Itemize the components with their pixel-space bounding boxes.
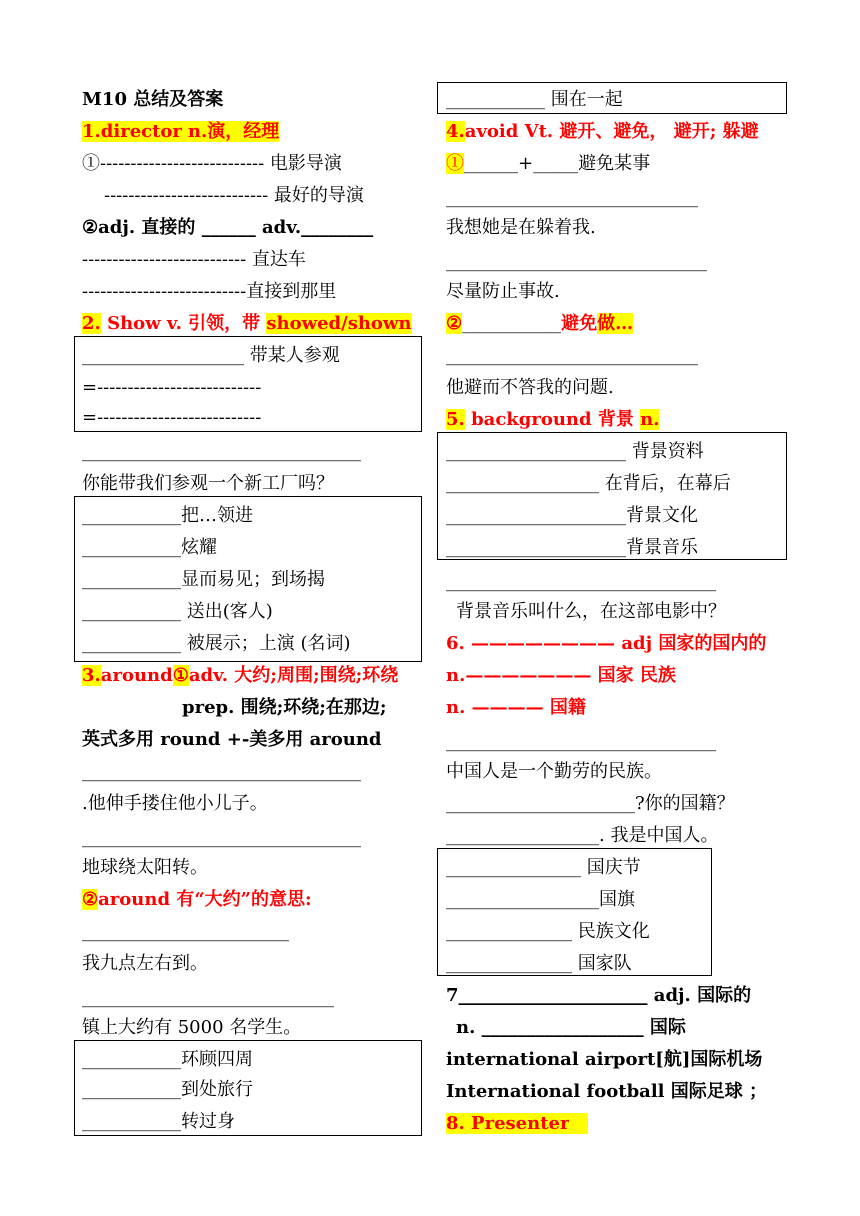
s2-question: 你能带我们参观一个新工厂吗？ — [82, 473, 334, 494]
section4-num: 4. — [446, 121, 465, 142]
s2-phrase: ___________把…领进 — [82, 505, 253, 526]
section3-def: 大约;周围;围绕;环绕 — [228, 665, 399, 686]
section3-circle: ① — [172, 665, 189, 686]
s3-prep: prep. 围绕;环绕;在那边; — [182, 697, 387, 718]
s3-sent1: .他伸手搂住他小儿子。 — [82, 793, 268, 814]
s6-phrase: _________________国旗 — [446, 889, 635, 910]
section8-word: 8. Presenter — [446, 1113, 570, 1134]
s2-phrase: ___________ 送出(客人) — [82, 601, 273, 622]
section5-num: 5. — [446, 409, 465, 430]
s2-box-line3: =--------------------------- — [82, 407, 262, 428]
s4-sub2 — [446, 312, 633, 336]
page-title: M10 总结及答案 — [82, 89, 224, 110]
section1-heading — [82, 120, 279, 144]
s1-line3: ②adj. 直接的 ______ adv.________ — [82, 217, 374, 238]
s4-sub1-circle: ① — [446, 153, 464, 174]
s5-phrase: ____________________ 背景资料 — [446, 441, 704, 462]
section3-heading — [82, 664, 398, 688]
section8-heading — [446, 1112, 588, 1136]
section3-adv: adv. — [188, 665, 229, 686]
s4-sub1-text: ______+_____避免某事 — [464, 153, 651, 174]
s7-line1: 7_____________________ adj. 国际的 — [446, 985, 752, 1006]
s7-line2: n. __________________ 国际 — [456, 1017, 686, 1038]
s3-blank3: _______________________ — [82, 921, 289, 942]
section5-heading — [446, 408, 659, 432]
s6-phrase: ______________ 民族文化 — [446, 921, 650, 942]
s6-line3: n. ———— 国籍 — [446, 697, 586, 718]
s6-blank3: _________________. 我是中国人。 — [446, 825, 719, 846]
s3-sent3: 我九点左右到。 — [82, 953, 208, 974]
s4-sub2-text: 避免 — [561, 313, 598, 334]
section3-word: around — [100, 665, 173, 686]
s4-sent1: 我想她是在躲着我. — [446, 217, 596, 238]
section5-word: background 背景 — [464, 409, 641, 430]
s3-phrase: ___________转过身 — [82, 1111, 235, 1132]
top-box-text: ___________ 围在一起 — [446, 89, 623, 110]
s5-phrase: ____________________背景音乐 — [446, 537, 698, 558]
s3-sub-heading — [82, 888, 312, 912]
s3-phrase: ___________到处旅行 — [82, 1079, 253, 1100]
section4-heading — [446, 120, 759, 144]
s3-note: 英式多用 round +-美多用 around — [82, 729, 382, 750]
s1-line2: --------------------------- 最好的导演 — [104, 185, 364, 206]
s7-line3: international airport[航]国际机场 — [446, 1049, 763, 1070]
s6-blank2: _____________________?你的国籍？ — [446, 793, 735, 814]
s6-sent1: 中国人是一个勤劳的民族。 — [446, 761, 662, 782]
section8-tail — [569, 1113, 588, 1134]
s7-line4: International football 国际足球 ； — [446, 1081, 768, 1102]
section2-forms: showed/shown — [266, 313, 412, 334]
section1-word: 1.director — [82, 121, 182, 142]
s4-sub2-tail: 做… — [597, 313, 634, 334]
s1-line5: ---------------------------直接到那里 — [82, 281, 337, 302]
s2-blank: _______________________________ — [82, 441, 361, 462]
s3-sent2: 地球绕太阳转。 — [82, 857, 208, 878]
s2-phrase: ___________显而易见；到场揭 — [82, 569, 325, 590]
section1-def: n.演，经理 — [182, 121, 279, 142]
s6-line2: n.——————— 国家 民族 — [446, 665, 676, 686]
section2-heading — [82, 312, 412, 336]
section2-num: 2. — [82, 313, 101, 334]
s4-sent2: 尽量防止事故. — [446, 281, 560, 302]
s2-phrase: ___________炫耀 — [82, 537, 217, 558]
section4-word: avoid Vt. 避开、避免， 避开; 躲避 — [464, 121, 759, 142]
s3-sub-circle: ② — [82, 889, 99, 910]
s3-blank4: ____________________________ — [82, 987, 334, 1008]
s3-blank2: _______________________________ — [82, 827, 361, 848]
s5-phrase: _________________ 在背后，在幕后 — [446, 473, 731, 494]
s4-blank1: ____________________________ — [446, 187, 698, 208]
s6-line1: 6. ———————— adj 国家的国内的 — [446, 633, 767, 654]
s6-phrase: ______________ 国家队 — [446, 953, 632, 974]
s6-phrase: _______________ 国庆节 — [446, 857, 641, 878]
s1-line1: ①--------------------------- 电影导演 — [82, 153, 342, 174]
s3-sent4: 镇上大约有 5000 名学生。 — [82, 1017, 302, 1038]
s2-box-line2: =--------------------------- — [82, 377, 262, 398]
s3-blank1: _______________________________ — [82, 761, 361, 782]
section3-num: 3. — [82, 665, 101, 686]
section2-word: Show v. 引领，带 — [100, 313, 267, 334]
s5-phrase: ____________________背景文化 — [446, 505, 698, 526]
s4-sub1 — [446, 152, 650, 176]
s3-sub-text: around 有“大约”的意思: — [98, 889, 312, 910]
s5-question: 背景音乐叫什么，在这部电影中？ — [456, 601, 726, 622]
section5-pos: n. — [640, 409, 660, 430]
s5-blank: ______________________________ — [446, 571, 716, 592]
s2-box-line1: __________________ 带某人参观 — [82, 345, 340, 366]
s4-blank3: ____________________________ — [446, 345, 698, 366]
s4-sub2-circle: ② — [446, 313, 463, 334]
s4-sub2-blank: ___________ — [462, 313, 562, 334]
s1-line4: --------------------------- 直达车 — [82, 249, 306, 270]
s4-blank2: _____________________________ — [446, 251, 707, 272]
s2-phrase: ___________ 被展示；上演 (名词) — [82, 633, 351, 654]
s3-phrase: ___________环顾四周 — [82, 1049, 253, 1070]
s6-blank1: ______________________________ — [446, 731, 716, 752]
s4-sent3: 他避而不答我的问题. — [446, 377, 614, 398]
